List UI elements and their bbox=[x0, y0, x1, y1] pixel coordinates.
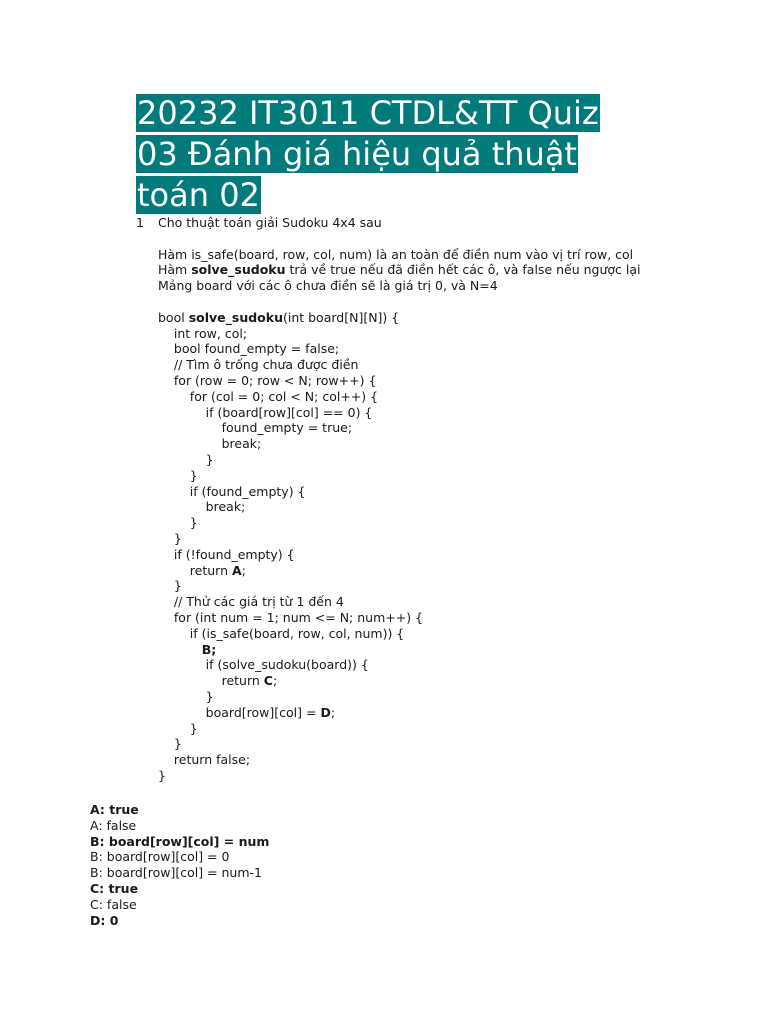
code-text: for (col = 0; col < N; col++) { bbox=[158, 388, 379, 404]
answer-option: B: board[row][col] = num-1 bbox=[90, 865, 262, 881]
answer-option-correct: C: true bbox=[90, 880, 139, 896]
code-text: bool found_empty = false; bbox=[158, 341, 340, 357]
code-text: A bbox=[231, 562, 242, 578]
code-line bbox=[158, 736, 748, 752]
code-text: } bbox=[158, 688, 214, 704]
code-text: } bbox=[158, 578, 182, 594]
code-line bbox=[158, 594, 748, 610]
code-line bbox=[158, 689, 748, 705]
question-body bbox=[158, 215, 748, 784]
question-number: 1 bbox=[136, 215, 144, 230]
code-text: if (found_empty) { bbox=[158, 483, 306, 499]
code-line bbox=[158, 578, 748, 594]
code-line bbox=[158, 484, 748, 500]
code-text: int row, col; bbox=[158, 325, 248, 341]
description-text: solve_sudoku bbox=[191, 262, 286, 278]
answer-option: A: false bbox=[90, 817, 137, 833]
description-text: Hàm is_safe(board, row, col, num) là an toàn để điền num vào vị trí row, col bbox=[158, 246, 634, 262]
code-line bbox=[158, 515, 748, 531]
code-text: for (int num = 1; num <= N; num++) { bbox=[158, 609, 424, 625]
code-line bbox=[158, 752, 748, 768]
description-line bbox=[158, 247, 748, 263]
code-line bbox=[158, 468, 748, 484]
code-text: ; bbox=[330, 704, 336, 720]
code-text: for (row = 0; row < N; row++) { bbox=[158, 372, 377, 388]
code-line bbox=[158, 436, 748, 452]
code-text: break; bbox=[158, 499, 246, 515]
code-line bbox=[158, 721, 748, 737]
code-text bbox=[158, 642, 202, 657]
code-line bbox=[158, 452, 748, 468]
quiz-title bbox=[136, 93, 636, 216]
code-text: } bbox=[158, 451, 214, 467]
code-text: if (board[row][col] == 0) { bbox=[158, 404, 373, 420]
code-text: solve_sudoku bbox=[188, 309, 283, 325]
code-text: board[row][col] = bbox=[158, 704, 321, 720]
code-line bbox=[158, 705, 748, 721]
code-block bbox=[158, 310, 748, 784]
description-text: Mảng board với các ô chưa điền sẽ là giá trị 0, và N=4 bbox=[158, 278, 498, 294]
question-intro: Cho thuật toán giải Sudoku 4x4 sau bbox=[158, 215, 382, 230]
answer-option-correct: A: true bbox=[90, 802, 139, 817]
code-line bbox=[158, 531, 748, 547]
code-text: ; bbox=[272, 673, 278, 689]
description-line bbox=[158, 278, 748, 294]
answer-option: C: false bbox=[90, 896, 137, 912]
code-text: if (solve_sudoku(board)) { bbox=[158, 657, 369, 673]
code-text: C bbox=[263, 673, 273, 689]
code-line bbox=[158, 420, 748, 436]
code-text: if (is_safe(board, row, col, num)) { bbox=[158, 625, 405, 641]
answer-option: B: board[row][col] = 0 bbox=[90, 849, 230, 865]
code-text: (int board[N][N]) { bbox=[282, 309, 400, 325]
answer-list bbox=[90, 802, 269, 928]
code-text: if (!found_empty) { bbox=[158, 546, 295, 562]
code-text: } bbox=[158, 720, 198, 736]
code-text: } bbox=[158, 767, 166, 783]
code-line bbox=[158, 563, 748, 579]
code-text: } bbox=[158, 515, 198, 531]
code-line bbox=[158, 768, 748, 784]
description-text: trả về true nếu đã điền hết các ô, và false nếu ngược lại bbox=[285, 262, 641, 278]
description-text: Hàm bbox=[158, 262, 192, 278]
answer-option-correct: D: 0 bbox=[90, 912, 119, 928]
code-text: return bbox=[158, 562, 232, 578]
code-text: bool bbox=[158, 309, 189, 325]
code-text: return false; bbox=[158, 752, 251, 768]
answer-option-correct: B: board[row][col] = num bbox=[90, 833, 270, 849]
code-text: } bbox=[158, 530, 182, 546]
code-line bbox=[158, 326, 748, 342]
code-line bbox=[158, 499, 748, 515]
code-text: } bbox=[158, 736, 182, 752]
code-text: found_empty = true; bbox=[158, 420, 353, 436]
code-line bbox=[158, 657, 748, 673]
code-text: // Thử các giá trị từ 1 đến 4 bbox=[158, 594, 344, 610]
code-line bbox=[158, 357, 748, 373]
code-line bbox=[158, 610, 748, 626]
question-description bbox=[158, 247, 748, 294]
code-line bbox=[158, 626, 748, 642]
code-text: } bbox=[158, 467, 198, 483]
code-line bbox=[158, 547, 748, 563]
code-line bbox=[158, 341, 748, 357]
code-line bbox=[158, 310, 748, 326]
code-line bbox=[158, 642, 748, 658]
quiz-title-text: 20232 IT3011 CTDL&TT Quiz 03 Đánh giá hiệu quả thuật toán 02 bbox=[137, 94, 599, 214]
description-line bbox=[158, 262, 748, 278]
code-text: break; bbox=[158, 436, 262, 452]
code-text: ; bbox=[241, 562, 246, 578]
code-line bbox=[158, 373, 748, 389]
code-line bbox=[158, 673, 748, 689]
code-text: return bbox=[158, 673, 264, 689]
code-line bbox=[158, 405, 748, 421]
code-line bbox=[158, 389, 748, 405]
code-text: // Tìm ô trống chưa được điền bbox=[158, 357, 359, 373]
code-text: D bbox=[320, 704, 331, 720]
code-text: B; bbox=[201, 641, 217, 657]
